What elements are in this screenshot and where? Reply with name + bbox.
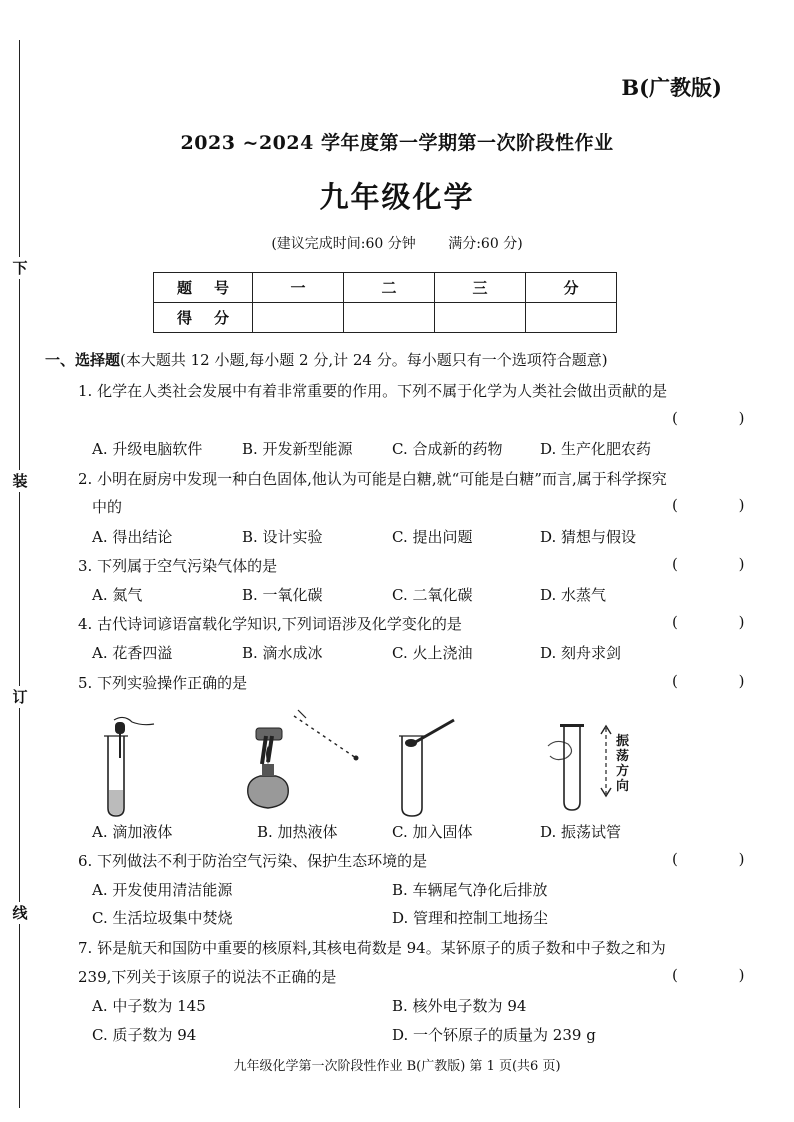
question-5: 5. 下列实验操作正确的是 xyxy=(78,674,248,692)
answer-paren-2: ( ) xyxy=(672,496,773,514)
figure-d-note-char-3: 方 xyxy=(616,764,630,779)
q4-option-d: D. 刻舟求剑 xyxy=(540,644,622,662)
q4-option-c: C. 火上浇油 xyxy=(392,644,473,662)
q7-option-c: C. 质子数为 94 xyxy=(92,1026,197,1044)
q6-option-d: D. 管理和控制工地扬尘 xyxy=(392,909,549,927)
question-2: 2. 小明在厨房中发现一种白色固体,他认为可能是白糖,就“可能是白糖”而言,属于科学探究 xyxy=(78,470,667,488)
q2-option-b: B. 设计实验 xyxy=(242,528,323,546)
score-cell-2 xyxy=(344,303,435,333)
question-7-line-2: 239,下列关于该原子的说法不正确的是 xyxy=(78,968,337,986)
q2-option-c: C. 提出问题 xyxy=(392,528,473,546)
q1-option-c: C. 合成新的药物 xyxy=(392,440,503,458)
margin-label-xian: 线 xyxy=(10,902,30,924)
q5-option-d: D. 振荡试管 xyxy=(540,823,622,841)
q2-option-d: D. 猜想与假设 xyxy=(540,528,637,546)
score-table-header: 题号 xyxy=(154,273,253,303)
q4-option-b: B. 滴水成冰 xyxy=(242,644,323,662)
subject-title: 九年级化学 xyxy=(319,180,475,214)
section-heading xyxy=(45,349,608,370)
section-description: (本大题共 12 小题,每小题 2 分,计 24 分。每小题只有一个选项符合题意) xyxy=(120,351,608,369)
question-6: 6. 下列做法不利于防治空气污染、保护生态环境的是 xyxy=(78,852,428,870)
figure-c-adding-solid xyxy=(396,712,466,820)
q6-option-b: B. 车辆尾气净化后排放 xyxy=(392,881,548,899)
q4-option-a: A. 花香四溢 xyxy=(92,644,173,662)
q6-option-c: C. 生活垃圾集中焚烧 xyxy=(92,909,233,927)
q3-option-a: A. 氮气 xyxy=(92,586,143,604)
edition-label: B(广教版) xyxy=(621,75,722,100)
question-4: 4. 古代诗词谚语富载化学知识,下列词语涉及化学变化的是 xyxy=(78,615,462,633)
q7-option-b: B. 核外电子数为 94 xyxy=(392,997,527,1015)
score-cell-1 xyxy=(253,303,344,333)
figure-b-heating xyxy=(238,706,368,816)
score-table-col-total: 分 xyxy=(526,273,617,303)
score-table-header-row xyxy=(154,273,617,303)
q5-option-c: C. 加入固体 xyxy=(392,823,473,841)
figure-d-shaking xyxy=(546,722,616,814)
answer-paren-1: ( ) xyxy=(672,409,773,427)
time-note: (建议完成时间:60 分钟 xyxy=(271,236,416,252)
q3-option-c: C. 二氧化碳 xyxy=(392,586,473,604)
score-table-col-1: 一 xyxy=(253,273,344,303)
exam-title: 2023 ~2024 学年度第一学期第一次阶段性作业 xyxy=(180,132,614,154)
q6-option-a: A. 开发使用清洁能源 xyxy=(92,881,233,899)
score-cell-3 xyxy=(435,303,526,333)
figure-d-note-char-2: 荡 xyxy=(616,749,630,764)
score-table-col-3: 三 xyxy=(435,273,526,303)
q5-option-b: B. 加热液体 xyxy=(257,823,338,841)
question-3: 3. 下列属于空气污染气体的是 xyxy=(78,557,278,575)
q1-option-a: A. 升级电脑软件 xyxy=(92,440,203,458)
answer-paren-6: ( ) xyxy=(672,850,773,868)
question-1: 1. 化学在人类社会发展中有着非常重要的作用。下列不属于化学为人类社会做出贡献的是 xyxy=(78,382,668,400)
q7-option-d: D. 一个钚原子的质量为 239 g xyxy=(392,1026,596,1044)
q1-option-b: B. 开发新型能源 xyxy=(242,440,353,458)
figure-a-dropper xyxy=(92,712,172,820)
figure-d-note xyxy=(616,734,629,794)
section-title: 一、选择题 xyxy=(45,351,121,369)
margin-label-xia: 下 xyxy=(10,257,30,279)
answer-paren-3: ( ) xyxy=(672,555,773,573)
score-table-row-label: 得分 xyxy=(154,303,253,333)
margin-label-ding: 订 xyxy=(10,686,30,708)
exam-meta xyxy=(0,233,794,253)
score-table-score-row xyxy=(154,303,617,333)
score-table-col-2: 二 xyxy=(344,273,435,303)
answer-paren-7: ( ) xyxy=(672,966,773,984)
question-7: 7. 钚是航天和国防中重要的核原料,其核电荷数是 94。某钚原子的质子数和中子数之和为 xyxy=(78,939,666,957)
figure-d-note-char-4: 向 xyxy=(616,779,630,794)
score-note: 满分:60 分) xyxy=(448,236,523,252)
q3-option-b: B. 一氧化碳 xyxy=(242,586,323,604)
margin-label-zhuang: 装 xyxy=(10,470,30,492)
page-footer: 九年级化学第一次阶段性作业 B(广教版) 第 1 页(共6 页) xyxy=(233,1059,561,1074)
q1-option-d: D. 生产化肥农药 xyxy=(540,440,652,458)
score-table xyxy=(153,272,617,333)
question-2-line-2: 中的 xyxy=(92,498,123,516)
q2-option-a: A. 得出结论 xyxy=(92,528,173,546)
answer-paren-4: ( ) xyxy=(672,613,773,631)
q3-option-d: D. 水蒸气 xyxy=(540,586,607,604)
figure-d-note-char-1: 振 xyxy=(616,734,630,749)
q7-option-a: A. 中子数为 145 xyxy=(92,997,206,1015)
q5-option-a: A. 滴加液体 xyxy=(92,823,173,841)
answer-paren-5: ( ) xyxy=(672,672,773,690)
score-cell-total xyxy=(526,303,617,333)
